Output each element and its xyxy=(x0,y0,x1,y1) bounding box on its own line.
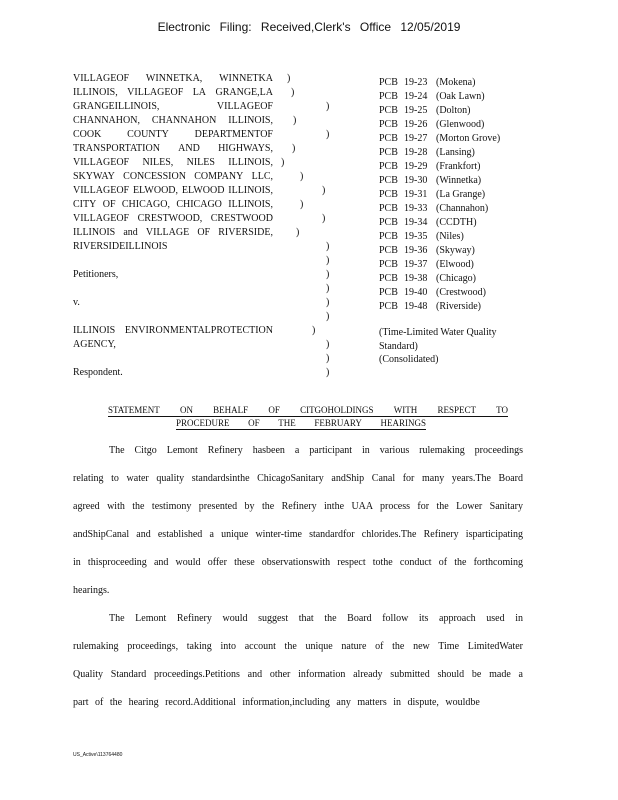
caption-line xyxy=(73,142,273,156)
caption-paren: ) xyxy=(292,143,296,154)
case-num: 19-29 xyxy=(404,161,428,172)
case-pcb: PCB xyxy=(379,161,398,172)
case-place: (Niles) xyxy=(436,231,464,242)
case-pcb: PCB xyxy=(379,301,398,312)
case-pcb: PCB xyxy=(379,91,398,102)
caption-word: VILLAGEOF xyxy=(73,185,130,196)
caption-word: LA xyxy=(192,87,207,98)
statement-title xyxy=(108,404,508,430)
caption-paren: ) xyxy=(300,199,304,210)
case-number xyxy=(379,160,539,174)
case-place: (Riverside) xyxy=(436,301,481,312)
statement-title-line-2 xyxy=(176,417,426,430)
caption-paren: ) xyxy=(281,157,285,168)
caption-word: ENVIRONMENTALPROTECTION xyxy=(124,325,273,336)
case-num: 19-28 xyxy=(404,147,428,158)
case-num: 19-31 xyxy=(404,189,428,200)
caption-paren: ) xyxy=(326,283,330,294)
caption-paren: ) xyxy=(296,227,300,238)
case-pcb: PCB xyxy=(379,147,398,158)
caption-paren: ) xyxy=(326,269,330,280)
case-pcb: PCB xyxy=(379,273,398,284)
caption-line xyxy=(73,198,273,212)
caption-line: Petitioners, xyxy=(73,269,119,280)
case-place: (Channahon) xyxy=(436,203,489,214)
caption-word: AND xyxy=(178,143,200,154)
case-pcb: PCB xyxy=(379,189,398,200)
case-pcb: PCB xyxy=(379,217,398,228)
caption-word: ELWOOD xyxy=(181,185,225,196)
caption-line: AGENCY, xyxy=(73,339,116,350)
consolidated-label: (Consolidated) xyxy=(379,354,439,365)
case-pcb: PCB xyxy=(379,259,398,270)
statement-word: ON xyxy=(179,405,193,415)
caption-line xyxy=(73,254,345,268)
case-num: 19-35 xyxy=(404,231,428,242)
caption-paren: ) xyxy=(291,87,295,98)
case-num: 19-34 xyxy=(404,217,428,228)
caption-word: CHICAGO xyxy=(176,199,222,210)
caption-word: ILLINOIS, xyxy=(228,115,273,126)
caption-word: VILLAGE xyxy=(145,227,190,238)
caption-paren: ) xyxy=(326,101,330,112)
caption-paren: ) xyxy=(300,171,304,182)
caption-paren: ) xyxy=(312,325,316,336)
statement-word: OF xyxy=(248,418,260,428)
case-pcb: PCB xyxy=(379,119,398,130)
caption-line: v. xyxy=(73,297,80,308)
caption-word: OF xyxy=(197,227,211,238)
caption-word: RIVERSIDE, xyxy=(218,227,273,238)
statement-title-line-1 xyxy=(108,404,508,417)
case-place: (Dolton) xyxy=(436,105,471,116)
case-place: (Morton Grove) xyxy=(436,133,501,144)
caption-line xyxy=(73,226,273,240)
statement-word: PROCEDURE xyxy=(176,418,230,428)
case-place: (Chicago) xyxy=(436,273,476,284)
caption-word: ILLINOIS, xyxy=(73,87,118,98)
caption-word: HIGHWAYS, xyxy=(218,143,273,154)
case-pcb: PCB xyxy=(379,231,398,242)
caption-word: COUNTY xyxy=(127,129,169,140)
caption-word: WINNETKA xyxy=(219,73,273,84)
case-place: (CCDTH) xyxy=(436,217,477,228)
case-num: 19-26 xyxy=(404,119,428,130)
caption-word: CONCESSION xyxy=(123,171,186,182)
caption-word: TRANSPORTATION xyxy=(73,143,160,154)
paragraph-2: The Lemont Refinery would suggest that the Board follow its approach used in rulemaking proceedings, taking into account the unique nature of the new Time LimitedWater Quality Standard proceedings.Petitions and other information already submitted should be made a part of the hearing record.Additional information,including any matters in dispute, wouldbe xyxy=(73,613,523,708)
caption-word: CITY xyxy=(73,199,97,210)
document-footer-id: US_Active\113764480 xyxy=(73,752,123,758)
caption-word: VILLAGEOF xyxy=(73,213,130,224)
case-pcb: PCB xyxy=(379,133,398,144)
caption-paren: ) xyxy=(326,311,330,322)
statement-word: FEBRUARY xyxy=(314,418,362,428)
caption-paren: ) xyxy=(326,339,330,350)
case-number xyxy=(379,118,539,132)
caption-word: WINNETKA, xyxy=(145,73,203,84)
case-place: (Winnetka) xyxy=(436,175,482,186)
caption-word: ILLINOIS, xyxy=(228,185,273,196)
statement-word: TO xyxy=(496,405,508,415)
caption-line: Respondent. xyxy=(73,367,123,378)
filing-header: Electronic Filing: Received,Clerk's Office 12/05/2019 xyxy=(157,20,461,34)
caption-word: ILLINOIS, xyxy=(228,157,273,168)
caption-line xyxy=(73,212,273,226)
caption-word: VILLAGEOF xyxy=(73,157,130,168)
caption-paren: ) xyxy=(293,115,297,126)
case-num: 19-30 xyxy=(404,175,428,186)
caption-paren: ) xyxy=(326,255,330,266)
case-num: 19-36 xyxy=(404,245,428,256)
caption-word: ILLINOIS, xyxy=(228,199,273,210)
caption-word: GRANGE,LA xyxy=(215,87,273,98)
statement-word: CITGOHOLDINGS xyxy=(300,405,374,415)
case-number xyxy=(379,202,539,216)
caption-word: DEPARTMENTOF xyxy=(194,129,273,140)
statement-word: WITH xyxy=(393,405,418,415)
caption-line xyxy=(73,114,273,128)
statement-word: BEHALF xyxy=(213,405,249,415)
case-number xyxy=(379,76,539,90)
caption-word: GRANGEILLINOIS, xyxy=(73,101,160,112)
case-place: (Glenwood) xyxy=(436,119,485,130)
caption-word: NILES xyxy=(186,157,215,168)
statement-word: OF xyxy=(268,405,280,415)
case-place: (Crestwood) xyxy=(436,287,486,298)
caption-paren: ) xyxy=(326,297,330,308)
caption-line xyxy=(73,324,273,338)
case-place: (Lansing) xyxy=(436,147,475,158)
case-number xyxy=(379,272,539,286)
case-number xyxy=(379,230,539,244)
case-number xyxy=(379,300,539,314)
caption-line xyxy=(73,72,273,86)
case-num: 19-25 xyxy=(404,105,428,116)
statement-word: STATEMENT xyxy=(108,405,160,415)
case-num: 19-24 xyxy=(404,91,428,102)
caption-line xyxy=(73,282,345,296)
caption-line xyxy=(73,86,273,100)
caption-word: COMPANY xyxy=(194,171,244,182)
case-place: (Elwood) xyxy=(436,259,474,270)
caption-line xyxy=(73,156,273,170)
caption-paren: ) xyxy=(326,353,330,364)
case-num: 19-27 xyxy=(404,133,428,144)
caption-word: SKYWAY xyxy=(73,171,115,182)
case-pcb: PCB xyxy=(379,77,398,88)
case-number xyxy=(379,216,539,230)
case-num: 19-37 xyxy=(404,259,428,270)
caption-line xyxy=(73,100,273,114)
case-number xyxy=(379,90,539,104)
case-pcb: PCB xyxy=(379,105,398,116)
caption-line xyxy=(73,352,345,366)
caption-word: CHICAGO, xyxy=(121,199,170,210)
caption-word: ILLINOIS xyxy=(73,227,116,238)
case-place: (Oak Lawn) xyxy=(436,91,485,102)
caption-word: CHANNAHON xyxy=(151,115,217,126)
case-place: (Mokena) xyxy=(436,77,476,88)
paragraph-1: The Citgo Lemont Refinery hasbeen a participant in various rulemaking proceedings relating to water quality standardsinthe ChicagoSanitary andShip Canal for many years.The Board agreed with the testimony presented by the Refinery inthe UAA process for the Lower Sanitary andShipCanal and established a unique winter-time standardfor chlorides.The Refinery isparticipating in thisproceeding and would offer these observationswith respect tothe conduct of the forthcoming hearings. xyxy=(73,445,523,596)
caption-line xyxy=(73,170,273,184)
statement-word: THE xyxy=(278,418,296,428)
caption-word: CRESTWOOD, xyxy=(137,213,203,224)
case-place: (Skyway) xyxy=(436,245,475,256)
caption-paren: ) xyxy=(322,185,326,196)
caption-line: RIVERSIDEILLINOIS xyxy=(73,241,168,252)
case-number xyxy=(379,174,539,188)
caption-word: and xyxy=(123,227,138,238)
case-number xyxy=(379,286,539,300)
case-number xyxy=(379,146,539,160)
caption-word: OF xyxy=(102,199,116,210)
caption-paren: ) xyxy=(326,367,330,378)
case-number xyxy=(379,244,539,258)
caption-word: VILLAGEOF xyxy=(127,87,184,98)
case-num: 19-23 xyxy=(404,77,428,88)
case-num: 19-40 xyxy=(404,287,428,298)
caption-word: CRESTWOOD xyxy=(210,213,273,224)
caption-paren: ) xyxy=(326,241,330,252)
case-type-label: (Time-Limited Water Quality Standard) xyxy=(379,327,497,352)
caption-paren: ) xyxy=(287,73,291,84)
case-type xyxy=(379,326,529,367)
caption-word: ELWOOD, xyxy=(132,185,179,196)
case-caption xyxy=(73,72,345,380)
caption-word: COOK xyxy=(73,129,102,140)
case-pcb: PCB xyxy=(379,175,398,186)
case-number-list xyxy=(379,76,539,314)
caption-line xyxy=(73,310,345,324)
caption-paren: ) xyxy=(322,213,326,224)
case-num: 19-38 xyxy=(404,273,428,284)
caption-word: ILLINOIS xyxy=(73,325,116,336)
caption-word: NILES, xyxy=(142,157,174,168)
case-number xyxy=(379,104,539,118)
statement-word: HEARINGS xyxy=(380,418,426,428)
caption-line xyxy=(73,184,273,198)
caption-paren: ) xyxy=(326,129,330,140)
case-pcb: PCB xyxy=(379,287,398,298)
caption-word: VILLAGEOF xyxy=(73,73,130,84)
case-number xyxy=(379,188,539,202)
case-number xyxy=(379,132,539,146)
case-pcb: PCB xyxy=(379,203,398,214)
case-num: 19-33 xyxy=(404,203,428,214)
case-num: 19-48 xyxy=(404,301,428,312)
case-number xyxy=(379,258,539,272)
caption-word: CHANNAHON, xyxy=(73,115,140,126)
case-place: (La Grange) xyxy=(436,189,486,200)
caption-line xyxy=(73,128,273,142)
caption-word: VILLAGEOF xyxy=(216,101,273,112)
case-pcb: PCB xyxy=(379,245,398,256)
case-place: (Frankfort) xyxy=(436,161,481,172)
statement-word: RESPECT xyxy=(437,405,476,415)
caption-word: LLC, xyxy=(251,171,273,182)
